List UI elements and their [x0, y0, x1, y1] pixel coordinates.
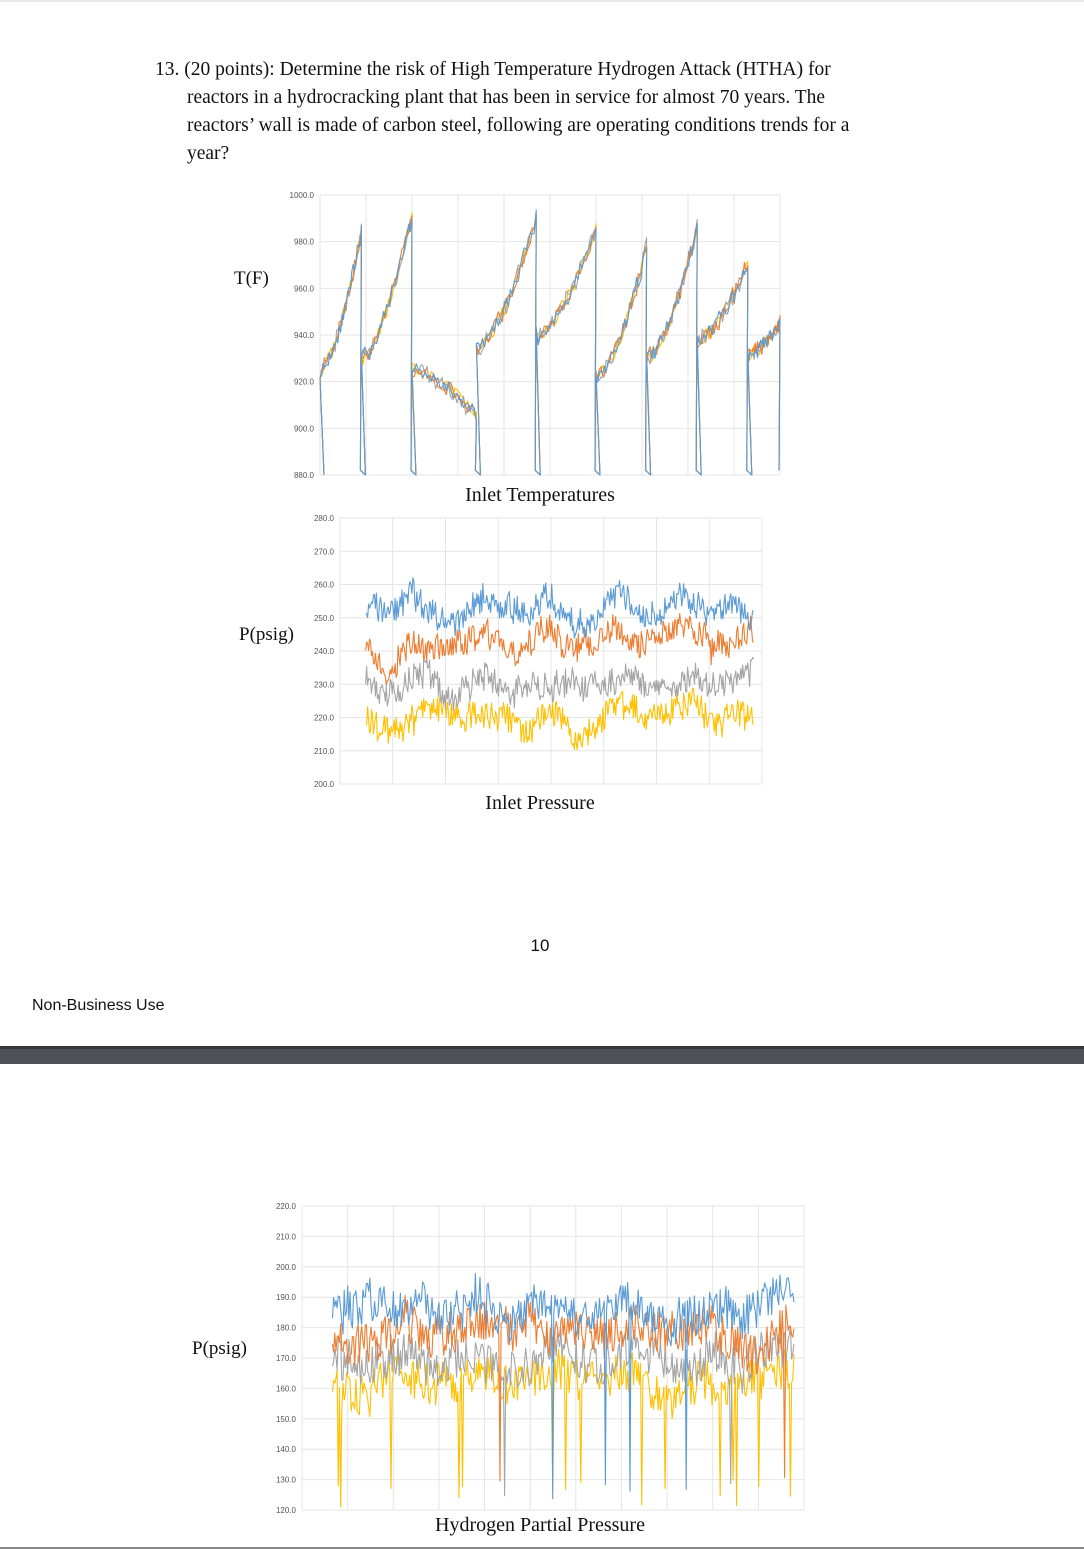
question-line-4: year? — [187, 143, 230, 164]
y-tick-label: 140.0 — [275, 1445, 296, 1455]
temperature-y-label: T(F) — [234, 268, 269, 289]
y-tick-label: 220.0 — [275, 1202, 296, 1211]
hydrogen-partial-pressure-chart — [262, 1198, 812, 1518]
y-tick-label: 250.0 — [313, 613, 334, 623]
y-tick-label: 940.0 — [293, 331, 314, 340]
question-13 — [155, 56, 945, 168]
question-line-3: reactors’ wall is made of carbon steel, following are operating conditions trends for a — [187, 115, 850, 136]
y-tick-label: 210.0 — [313, 746, 334, 756]
y-tick-label: 130.0 — [275, 1475, 296, 1485]
y-tick-label: 210.0 — [275, 1232, 296, 1242]
y-tick-label: 160.0 — [275, 1384, 296, 1394]
question-line-1: (20 points): Determine the risk of High Temperature Hydrogen Attack (HTHA) for — [184, 59, 831, 80]
y-tick-label: 220.0 — [313, 713, 334, 723]
y-tick-label: 120.0 — [275, 1506, 296, 1515]
y-tick-label: 240.0 — [313, 647, 334, 656]
footer-label: Non-Business Use — [32, 997, 165, 1014]
y-tick-label: 980.0 — [293, 237, 314, 247]
y-tick-label: 260.0 — [313, 580, 334, 590]
page-number: 10 — [530, 936, 550, 955]
bottom-rule — [0, 1547, 1084, 1549]
y-tick-label: 900.0 — [293, 424, 314, 434]
page-break-bar — [0, 1046, 1084, 1064]
question-number: 13. — [155, 59, 180, 80]
y-tick-label: 200.0 — [275, 1262, 296, 1272]
y-tick-label: 180.0 — [275, 1323, 296, 1333]
y-tick-label: 190.0 — [275, 1293, 296, 1303]
inlet-pressure-chart — [300, 510, 770, 792]
inlet-temperatures-title: Inlet Temperatures — [465, 484, 615, 506]
inlet-temperatures-chart — [280, 185, 790, 485]
y-tick-label: 880.0 — [293, 471, 314, 480]
pressure-series-1 — [366, 578, 754, 638]
gridlines — [340, 518, 762, 784]
inlet-pressure-y-label: P(psig) — [239, 624, 294, 645]
question-line-2: reactors in a hydrocracking plant that has been in service for almost 70 years. The — [187, 87, 826, 108]
pressure-series-4 — [366, 688, 754, 750]
y-tick-label: 920.0 — [293, 377, 314, 387]
y-tick-label: 230.0 — [313, 680, 334, 690]
top-rule — [0, 0, 1084, 2]
y-tick-label: 1000.0 — [289, 191, 314, 200]
y-tick-label: 280.0 — [313, 514, 334, 523]
y-tick-label: 200.0 — [313, 780, 334, 789]
y-tick-label: 960.0 — [293, 284, 314, 294]
y-tick-label: 150.0 — [275, 1414, 296, 1424]
y-tick-label: 170.0 — [275, 1354, 296, 1363]
hydrogen-pressure-y-label: P(psig) — [192, 1338, 247, 1359]
hydrogen-partial-pressure-title: Hydrogen Partial Pressure — [435, 1514, 645, 1536]
inlet-pressure-title: Inlet Pressure — [485, 792, 595, 814]
h2-pressure-series-3 — [333, 1322, 795, 1495]
y-tick-label: 270.0 — [313, 547, 334, 557]
